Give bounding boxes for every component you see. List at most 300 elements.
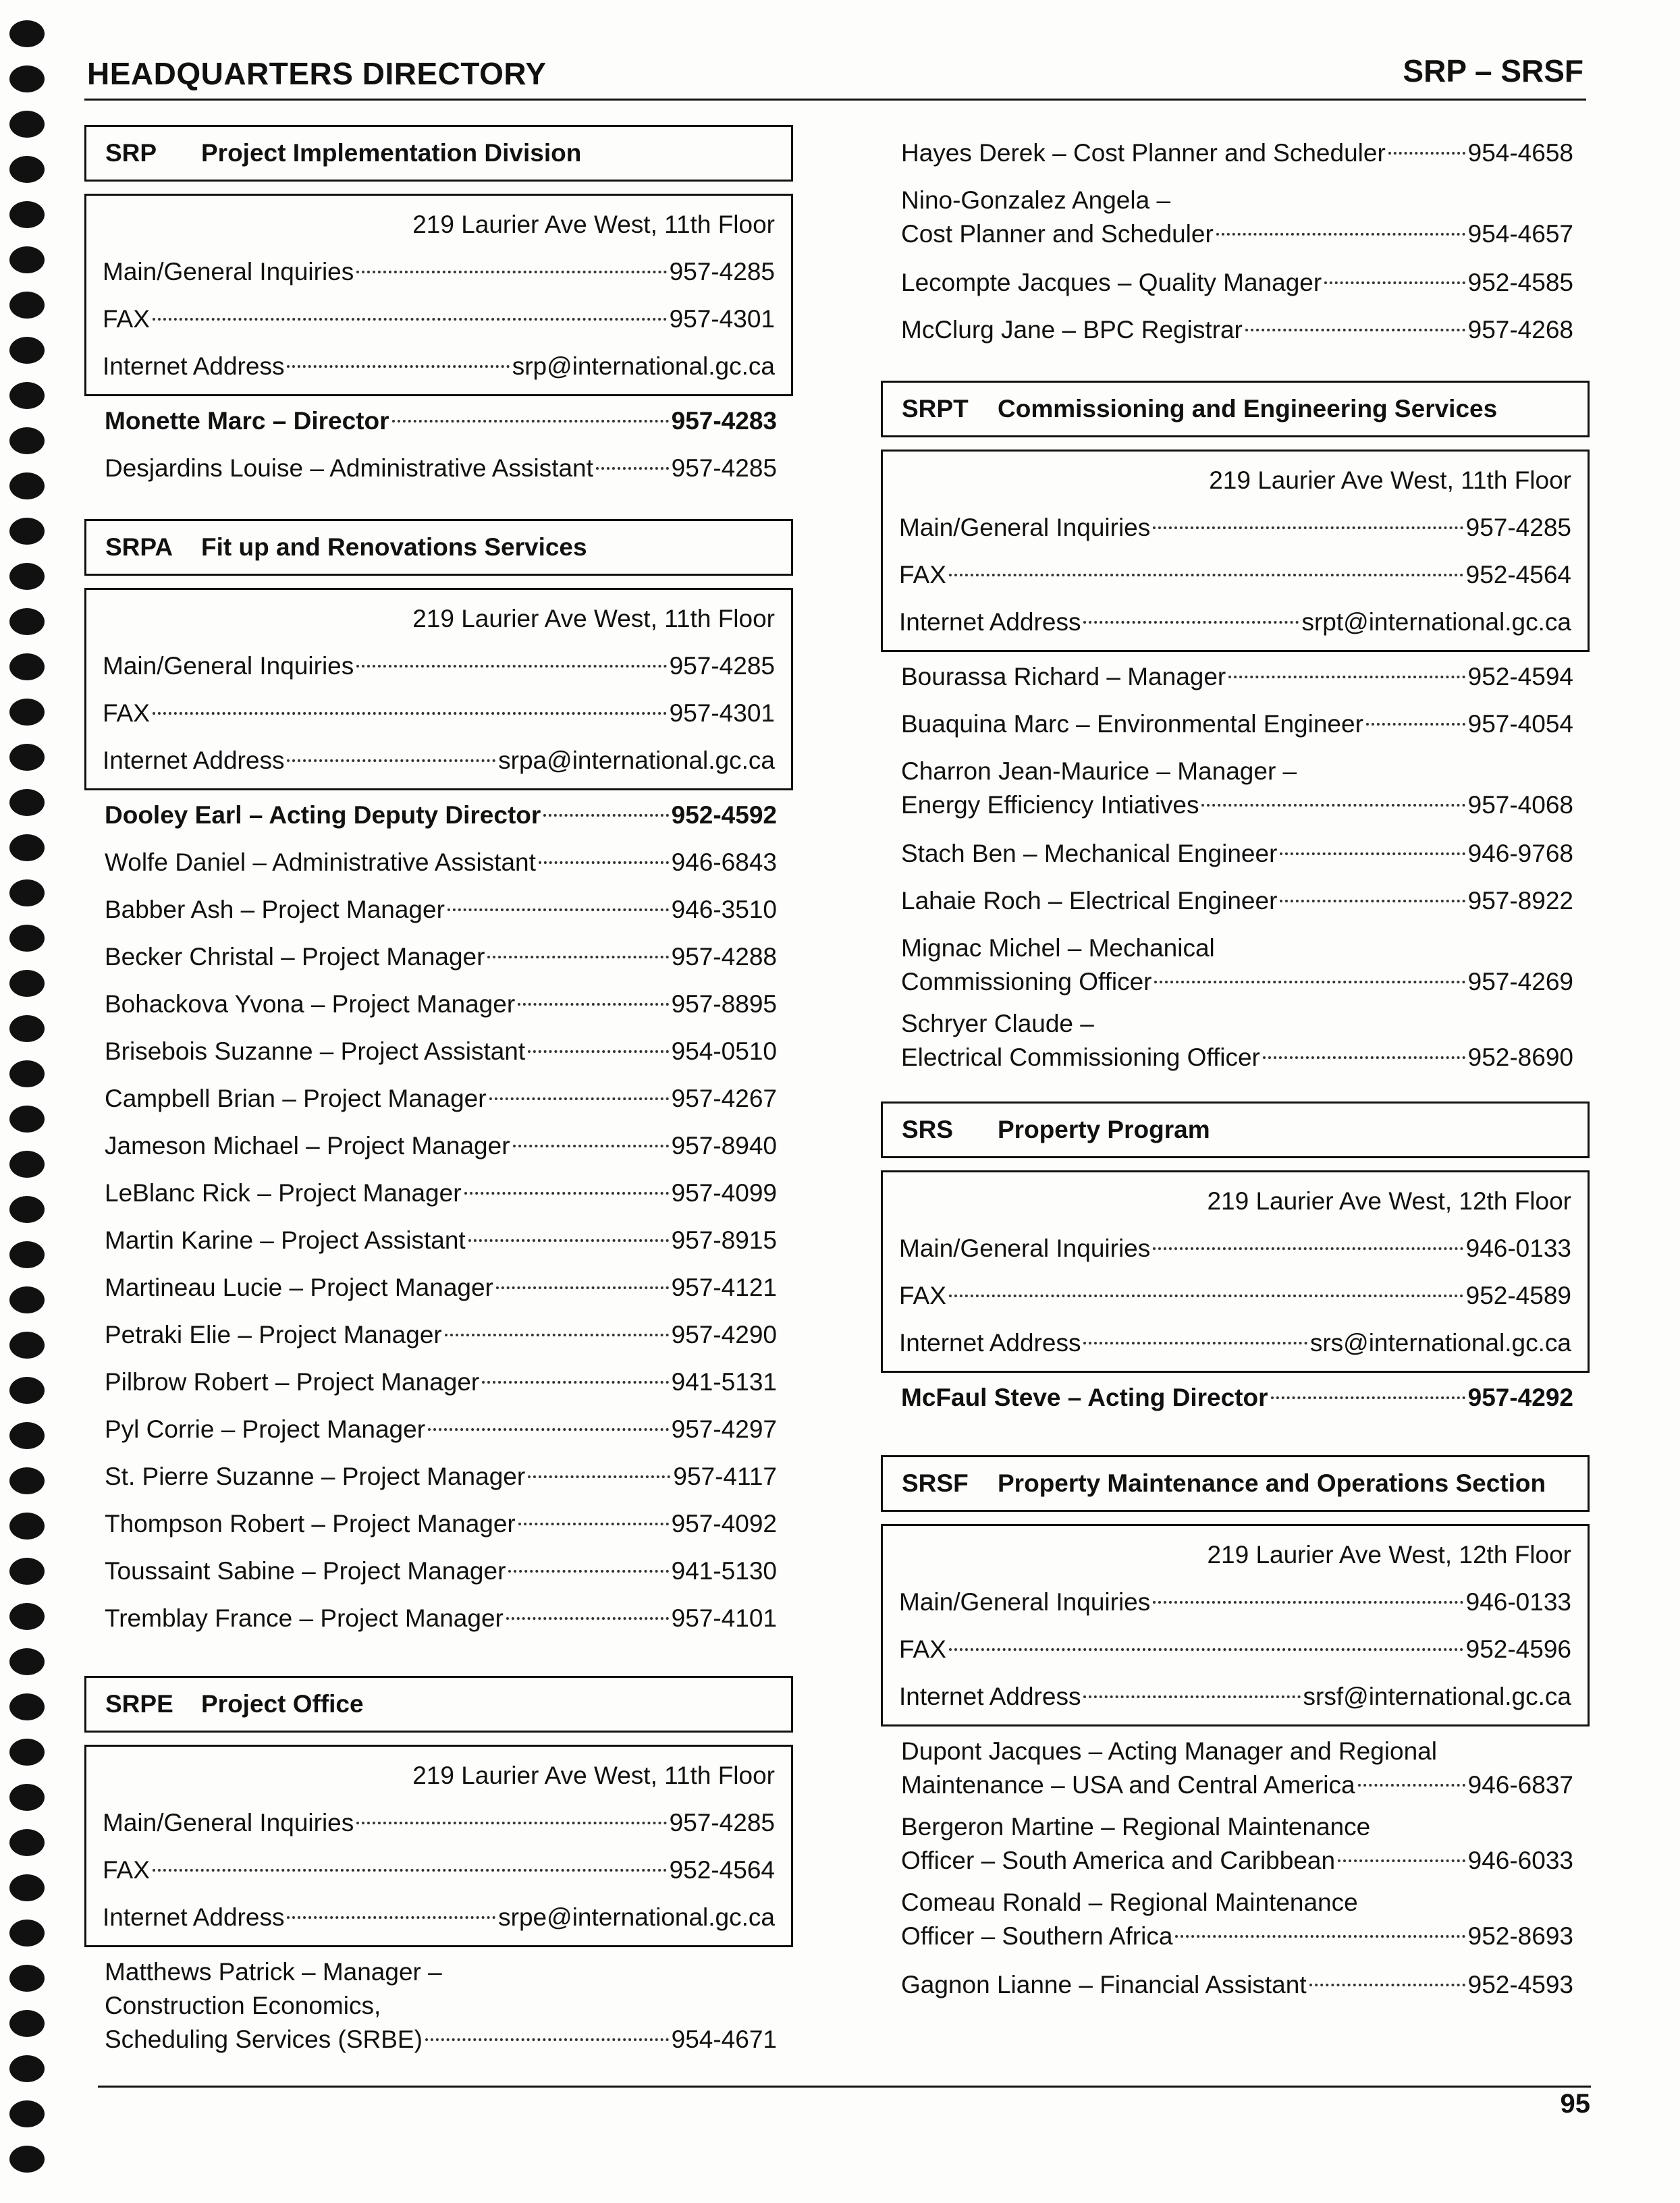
list-item [901,755,1573,822]
leader-dots [949,1648,1463,1651]
person-name: Becker Christal – Project Manager [105,943,485,971]
leader-dots [543,814,668,817]
list-item [105,1548,777,1595]
people-list [84,396,793,492]
binder-hole [9,518,45,545]
person-name: Lahaie Roch – Electrical Engineer [901,887,1278,915]
footer-divider [98,2086,1591,2088]
internet-label: Internet Address [103,746,285,774]
section-range: SRP – SRSF [1403,53,1583,88]
person-phone: 957-8895 [671,990,777,1018]
person-name: Bergeron Martine – Regional Maintenance [901,1813,1371,1841]
leader-dots [153,1869,667,1872]
section-code: SRP [105,139,157,167]
section-name: Project Office [201,1690,364,1718]
section-title-box [84,125,793,182]
binder-holes [9,20,47,2194]
person-name: Pyl Corrie – Project Manager [105,1415,426,1443]
person-phone: 954-4671 [671,2025,777,2053]
person-phone: 957-4068 [1467,791,1573,819]
main-inquiries-phone: 957-4285 [1465,514,1571,541]
binder-hole [9,1693,45,1720]
person-name: Bourassa Richard – Manager [901,663,1226,690]
people-list [881,1373,1590,1421]
leader-dots [489,1097,669,1100]
binder-hole [9,292,45,319]
internet-row [899,1673,1571,1720]
binder-hole [9,1829,45,1856]
leader-dots [1083,1342,1307,1344]
list-item [105,1170,777,1217]
person-phone: 957-4268 [1467,316,1573,344]
people-list [881,128,1590,354]
person-name: Campbell Brian – Project Manager [105,1085,487,1112]
binder-hole [9,1784,45,1811]
person-name: Matthews Patrick – Manager – [105,1958,442,1986]
binder-hole [9,1151,45,1178]
person-line [105,1955,777,1989]
person-title: Construction Economics, [105,1992,381,2019]
person-line [901,1810,1573,1844]
binder-hole [9,1332,45,1359]
person-phone: 957-8915 [671,1226,777,1254]
person-phone: 946-6843 [671,848,777,876]
binder-hole [9,563,45,590]
person-name: Mignac Michel – Mechanical [901,934,1215,962]
person-phone: 957-8940 [671,1132,777,1160]
fax-number: 952-4564 [669,1856,775,1884]
section-name: Commissioning and Engineering Services [998,395,1498,423]
person-name: Tremblay France – Project Manager [105,1604,504,1632]
section-title-box [84,519,793,576]
binder-hole [9,1286,45,1313]
binder-hole [9,970,45,997]
person-name: Toussaint Sabine – Project Manager [105,1557,506,1585]
fax-row [899,1272,1571,1320]
binder-hole [9,1422,45,1449]
binder-hole [9,789,45,816]
internet-label: Internet Address [103,352,285,380]
leader-dots [1228,676,1465,678]
leader-dots [287,759,495,762]
leader-dots [153,318,667,321]
leader-dots [487,956,668,958]
leader-dots [1271,1396,1465,1399]
fax-row [899,1626,1571,1673]
leader-dots [1201,804,1465,807]
main-inquiries-label: Main/General Inquiries [103,1809,354,1837]
leader-dots [1338,1859,1465,1862]
people-list [84,1947,793,2057]
person-phone: 941-5130 [671,1557,777,1585]
fax-row [103,690,775,737]
list-item [901,1007,1573,1075]
person-name: Lecompte Jacques – Quality Manager [901,269,1322,296]
list-item [901,306,1573,354]
list-item [105,1359,777,1406]
person-name: Stach Ben – Mechanical Engineer [901,840,1278,867]
binder-hole [9,744,45,771]
person-phone: 957-4269 [1467,968,1573,996]
person-line [901,1886,1573,1920]
leader-dots [1388,152,1465,155]
main-inquiries-row [899,1579,1571,1626]
list-item [901,130,1573,177]
person-line [901,184,1573,217]
list-item [901,653,1573,701]
fax-number: 952-4596 [1465,1635,1571,1663]
contact-info-box [84,1745,793,1947]
person-name: Dooley Earl – Acting Deputy Director [105,801,541,829]
leader-dots [482,1381,668,1384]
page-title: HEADQUARTERS DIRECTORY [87,56,547,91]
people-list [881,1726,1590,2009]
internet-row [103,737,775,784]
list-item [105,1028,777,1075]
person-name: Bohackova Yvona – Project Manager [105,990,516,1018]
section-srs [881,1102,1590,1421]
list-item [105,933,777,981]
person-line [105,2023,777,2057]
binder-hole [9,156,45,183]
leader-dots [448,908,669,911]
person-name: Desjardins Louise – Administrative Assistant [105,454,593,482]
person-line [901,1768,1573,1802]
person-phone: 952-4585 [1467,269,1573,296]
person-title: Energy Efficiency Intiatives [901,791,1199,819]
leader-dots [1280,900,1465,902]
binder-hole [9,201,45,228]
person-phone: 954-4658 [1467,139,1573,167]
person-title: Commissioning Officer [901,968,1152,996]
leader-dots [539,861,669,864]
person-phone: 957-4267 [671,1085,777,1112]
section-srpa [84,519,793,1642]
section-name: Project Implementation Division [201,139,582,167]
fax-label: FAX [103,305,150,333]
leader-dots [1154,981,1465,983]
person-line [901,965,1573,999]
section-name: Fit up and Renovations Services [201,533,587,561]
person-title: Cost Planner and Scheduler [901,220,1214,248]
binder-hole [9,608,45,635]
section-code: SRS [902,1116,954,1143]
person-phone: 952-4594 [1467,663,1573,690]
binder-hole [9,1241,45,1268]
list-item [105,1955,777,2057]
leader-dots [1216,233,1465,236]
leader-dots [1175,1935,1465,1938]
binder-hole [9,1648,45,1675]
internet-row [103,1894,775,1941]
person-line [901,755,1573,788]
binder-hole [9,337,45,364]
person-name: Brisebois Suzanne – Project Assistant [105,1037,526,1065]
binder-hole [9,246,45,273]
binder-hole [9,472,45,499]
list-item [105,1453,777,1500]
main-inquiries-phone: 957-4285 [669,258,775,285]
leader-dots [287,365,509,368]
leader-dots [425,2038,669,2041]
person-title: Electrical Commissioning Officer [901,1043,1260,1071]
main-inquiries-phone: 946-0133 [1465,1588,1571,1616]
person-name: St. Pierre Suzanne – Project Manager [105,1463,526,1490]
person-phone: 957-4092 [671,1510,777,1538]
email-link[interactable]: srpe@international.gc.ca [498,1903,775,1931]
person-name: Comeau Ronald – Regional Maintenance [901,1888,1358,1916]
contact-info-box [84,588,793,790]
binder-hole [9,1603,45,1630]
person-phone: 952-8690 [1467,1043,1573,1071]
internet-label: Internet Address [899,1683,1081,1710]
leader-dots [506,1617,669,1620]
person-phone: 952-4593 [1467,1971,1573,1998]
people-list [84,790,793,1642]
main-inquiries-label: Main/General Inquiries [103,258,354,285]
list-item [901,1810,1573,1878]
person-phone: 946-9768 [1467,840,1573,867]
fax-row [103,296,775,343]
person-phone: 952-8693 [1467,1922,1573,1950]
fax-label: FAX [103,699,150,727]
list-item [105,1264,777,1311]
leader-dots [356,1822,666,1824]
person-phone: 957-4099 [671,1179,777,1207]
list-item [105,1075,777,1122]
person-phone: 946-6033 [1467,1847,1573,1874]
list-item [901,1735,1573,1802]
address: 219 Laurier Ave West, 11th Floor [412,605,775,632]
list-item [901,877,1573,925]
email-link[interactable]: srsf@international.gc.ca [1303,1683,1571,1710]
main-inquiries-row [103,248,775,296]
leader-dots [1280,852,1465,855]
email-link[interactable]: srpt@international.gc.ca [1301,608,1571,636]
binder-hole [9,1377,45,1404]
person-name: Petraki Elie – Project Manager [105,1321,442,1349]
internet-row [899,1320,1571,1367]
person-name: Pilbrow Robert – Project Manager [105,1368,480,1396]
binder-hole [9,1106,45,1133]
leader-dots [356,271,666,273]
fax-number: 952-4564 [1465,561,1571,589]
person-phone: 954-4657 [1467,220,1573,248]
main-inquiries-label: Main/General Inquiries [899,1588,1151,1616]
main-inquiries-phone: 957-4285 [669,652,775,680]
main-inquiries-label: Main/General Inquiries [103,652,354,680]
leader-dots [1263,1056,1465,1059]
person-line [901,1007,1573,1041]
fax-label: FAX [899,1282,946,1309]
address: 219 Laurier Ave West, 11th Floor [1209,466,1571,494]
contact-info-box [881,1524,1590,1726]
person-phone: 957-4054 [1467,710,1573,738]
address: 219 Laurier Ave West, 11th Floor [412,211,775,238]
binder-hole [9,1874,45,1901]
list-item [105,1311,777,1359]
leader-dots [1153,526,1463,529]
leader-dots [445,1334,669,1336]
person-title: Maintenance – USA and Central America [901,1771,1355,1799]
person-phone: 946-3510 [671,896,777,923]
list-item [105,1217,777,1264]
binder-hole [9,1467,45,1494]
person-name: Monette Marc – Director [105,407,389,435]
person-name: Martin Karine – Project Assistant [105,1226,466,1254]
leader-dots [518,1003,668,1006]
email-link[interactable]: srpa@international.gc.ca [498,746,775,774]
section-title-box [881,381,1590,437]
section-srpt [881,381,1590,1075]
leader-dots [513,1145,669,1147]
person-line [901,1041,1573,1075]
main-inquiries-label: Main/General Inquiries [899,1234,1151,1262]
binder-hole [9,925,45,952]
address: 219 Laurier Ave West, 12th Floor [1207,1187,1571,1215]
person-name: Hayes Derek – Cost Planner and Scheduler [901,139,1386,167]
fax-number: 957-4301 [669,305,775,333]
internet-label: Internet Address [103,1903,285,1931]
address: 219 Laurier Ave West, 12th Floor [1207,1541,1571,1569]
leader-dots [153,712,667,715]
binder-hole [9,1196,45,1223]
leader-dots [1083,1695,1300,1698]
main-inquiries-row [103,643,775,690]
main-inquiries-row [103,1799,775,1847]
address: 219 Laurier Ave West, 11th Floor [412,1762,775,1789]
leader-dots [1309,1984,1465,1986]
person-line [105,1989,777,2023]
binder-hole [9,427,45,454]
list-item [105,445,777,492]
leader-dots [428,1428,669,1431]
list-item [901,1374,1573,1421]
contact-info-box [881,450,1590,652]
section-code: SRPA [105,533,173,561]
leader-dots [287,1916,495,1919]
main-inquiries-phone: 946-0133 [1465,1234,1571,1262]
binder-hole [9,1965,45,1992]
binder-hole [9,2055,45,2082]
section-srp [84,125,793,492]
leader-dots [1324,281,1465,284]
right-column [881,128,1590,2049]
section-title-box [881,1455,1590,1512]
leader-dots [1366,723,1465,726]
person-phone: 954-0510 [671,1037,777,1065]
list-item [105,792,777,839]
people-list [881,652,1590,1075]
binder-hole [9,2100,45,2127]
binder-hole [9,834,45,861]
internet-label: Internet Address [899,1329,1081,1357]
internet-label: Internet Address [899,608,1081,636]
section-name: Property Maintenance and Operations Section [998,1469,1546,1497]
contact-info-box [881,1170,1590,1373]
binder-hole [9,1060,45,1087]
person-name: Thompson Robert – Project Manager [105,1510,516,1538]
list-item [105,981,777,1028]
person-name: McClurg Jane – BPC Registrar [901,316,1243,344]
person-name: Dupont Jacques – Acting Manager and Regional [901,1737,1437,1765]
page-header [84,53,1586,101]
person-name: Gagnon Lianne – Financial Assistant [901,1971,1307,1998]
left-column [84,125,793,2097]
email-link[interactable]: srp@international.gc.ca [512,352,775,380]
person-phone: 957-4283 [671,407,777,435]
list-item [901,1886,1573,1953]
binder-hole [9,65,45,92]
person-title: Officer – South America and Caribbean [901,1847,1336,1874]
section-title-box [84,1676,793,1733]
list-item [901,259,1573,306]
person-phone: 957-4292 [1467,1384,1573,1411]
binder-hole [9,1513,45,1540]
person-name: McFaul Steve – Acting Director [901,1384,1268,1411]
leader-dots [528,1050,668,1053]
list-item [105,1500,777,1548]
person-phone: 957-4288 [671,943,777,971]
person-title: Scheduling Services (SRBE) [105,2025,423,2053]
page-number: 95 [1560,2089,1590,2119]
list-item [901,701,1573,748]
list-item [901,830,1573,877]
person-line [901,931,1573,965]
list-item [105,839,777,886]
person-phone: 957-4297 [671,1415,777,1443]
binder-hole [9,2010,45,2037]
list-item [105,886,777,933]
contact-info-box [84,194,793,396]
fax-row [103,1847,775,1894]
leader-dots [464,1192,669,1195]
binder-hole [9,382,45,409]
person-phone: 957-4121 [671,1274,777,1301]
fax-label: FAX [899,1635,946,1663]
leader-dots [508,1570,668,1573]
leader-dots [1245,329,1465,331]
binder-hole [9,879,45,906]
main-inquiries-row [899,504,1571,551]
binder-hole [9,1015,45,1042]
person-line [901,217,1573,251]
list-item [105,1595,777,1642]
section-title-box [881,1102,1590,1158]
leader-dots [528,1475,670,1478]
list-item [901,931,1573,999]
person-phone: 952-4592 [671,801,777,829]
person-line [901,1844,1573,1878]
person-name: Buaquina Marc – Environmental Engineer [901,710,1363,738]
internet-row [103,343,775,390]
list-item [105,1406,777,1453]
person-name: Wolfe Daniel – Administrative Assistant [105,848,536,876]
email-link[interactable]: srs@international.gc.ca [1309,1329,1571,1357]
binder-hole [9,1558,45,1585]
person-phone: 957-4290 [671,1321,777,1349]
section-srsf [881,1455,1590,2009]
main-inquiries-row [899,1225,1571,1272]
binder-hole [9,2146,45,2173]
binder-hole [9,20,45,47]
section-code: SRPT [902,395,969,423]
list-item [105,1122,777,1170]
person-name: Martineau Lucie – Project Manager [105,1274,493,1301]
list-item [901,184,1573,251]
person-phone: 957-4101 [671,1604,777,1632]
binder-hole [9,111,45,138]
